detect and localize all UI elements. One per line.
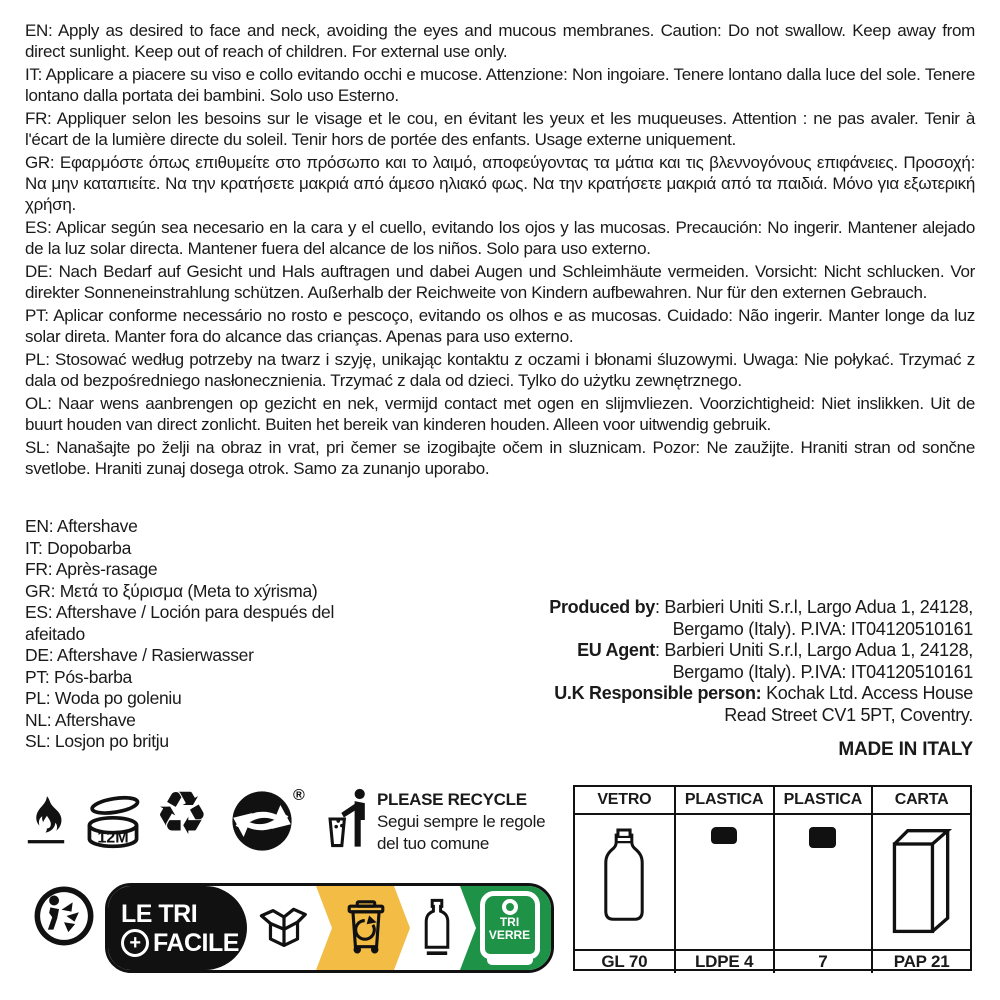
- material-header: PLASTICA: [773, 787, 872, 815]
- producer-label: Produced by: [549, 597, 655, 617]
- tri-verre-jar-icon: [480, 891, 540, 959]
- directions-paragraph-pl: PL: Stosować według potrzeby na twarz i szyję, unikając kontaktu z oczami i błonami śluzowymi. Uwaga: Nie połykać. Trzymać z dala od bezpośredniego nasłonecznienia. Trzymać z dala od dzieci. Tylko do użytku zewnętrznego.: [25, 350, 975, 390]
- tri-verre-ring-icon: [502, 899, 518, 915]
- product-name-item: DE: Aftershave / Rasierwasser: [25, 645, 254, 665]
- directions-paragraph-sl: SL: Nanašajte po želji na obraz in vrat, pri čemer se izogibajte očem in sluznicam. Pozor: Ne zaužijte. Hraniti stran od sončne svetlobe. Hraniti zunaj dosega otrok. Samo za zunanjo uporabo.: [25, 438, 975, 478]
- producer-label: EU Agent: [577, 640, 655, 660]
- made-in-italy-label: MADE IN ITALY: [838, 739, 973, 760]
- directions-paragraph-gr: GR: Εφαρμόστε όπως επιθυμείτε στο πρόσωπο και το λαιμό, αποφεύγοντας τα μάτια και τις βλεννογόνους επιφάνειες. Προσοχή: Να μην καταπιείτε. Να την κρατήσετε μακριά από άμεσο ηλιακό φως. Να την κρατήσετε μακριά από τα παιδιά. Μόνο για εξωτερική χρήση.: [25, 153, 975, 214]
- tri-verre-text2: VERRE: [488, 928, 531, 942]
- product-name-item: ES: Aftershave / Loción para después del afeitado: [25, 602, 335, 644]
- materials-table: [573, 785, 972, 971]
- directions-paragraph-it: IT: Applicare a piacere su viso e collo evitando occhi e mucose. Attenzione: Non ingoiare. Tenere lontano dalla luce del sole. Tenere lontano dalla portata dei bambini. Solo uso Esterno.: [25, 65, 975, 105]
- producer-line: [533, 662, 973, 684]
- material-header: VETRO: [575, 787, 674, 815]
- producer-text: : Barbieri Uniti S.r.l, Largo Adua 1, 24128,: [655, 597, 973, 617]
- producer-text: : Barbieri Uniti S.r.l, Largo Adua 1, 24128,: [655, 640, 973, 660]
- directions-paragraph-fr: FR: Appliquer selon les besoins sur le visage et le cou, en évitant les yeux et les muqueuses. Attention : ne pas avaler. Tenir à l'écart de la lumière directe du soleil. Tenir hors de portée des enfants. Usage externe uniquement.: [25, 109, 975, 149]
- product-name-item: SL: Losjon po britju: [25, 731, 169, 751]
- material-code: LDPE 4: [674, 949, 773, 973]
- recycling-mobius-icon: ♻: [155, 779, 209, 849]
- directions-paragraph-es: ES: Aplicar según sea necesario en la cara y el cuello, evitando los ojos y las mucosas. Precaución: No ingerir. Mantener alejado de la luz solar directa. Mantener fuera del alcance de los niños. Solo para uso externo.: [25, 218, 975, 258]
- pao-months-text: 12M: [97, 828, 129, 847]
- product-name-item: PL: Woda po goleniu: [25, 688, 182, 708]
- flammable-icon: [25, 787, 67, 858]
- open-box-icon: [255, 899, 313, 957]
- recycle-note: [377, 789, 547, 855]
- material-code: GL 70: [575, 949, 674, 973]
- product-name-item: NL: Aftershave: [25, 709, 136, 730]
- symbols-row: [25, 779, 555, 880]
- registered-trademark-icon: ®: [293, 787, 305, 804]
- product-name-item: GR: Μετά το ξύρισμα (Meta to xýrisma): [25, 580, 318, 601]
- producer-line: [533, 705, 973, 727]
- plus-icon: +: [121, 929, 149, 957]
- carton-box-icon: [871, 815, 970, 949]
- producer-line: [533, 597, 973, 619]
- tri-verre-logo: [480, 891, 540, 965]
- pao-12m-icon: [82, 795, 144, 858]
- product-name-item: EN: Aftershave: [25, 516, 138, 536]
- plastic-cap-shape: [809, 827, 836, 848]
- material-code: PAP 21: [871, 949, 970, 973]
- tri-verre-base: [487, 958, 533, 965]
- plastic-cap-icon: [773, 815, 872, 949]
- glass-bottle-icon: [575, 815, 674, 949]
- producer-line: [533, 619, 973, 641]
- tri-verre-text1: TRI: [499, 915, 520, 929]
- producer-text: Read Street CV1 5PT, Coventry.: [724, 704, 973, 725]
- producer-line: [533, 640, 973, 662]
- banner-line1: LE TRI: [121, 900, 198, 928]
- directions-paragraph-ol: OL: Naar wens aanbrengen op gezicht en nek, vermijd contact met ogen en slijmvliezen. Voorzichtigheid: Niet inslikken. Uit de buurt houden van direct zonlicht. Buiten het bereik van kinderen houden. Alleen voor uitwendig gebruik.: [25, 394, 975, 434]
- tri-facile-banner: [105, 883, 554, 973]
- plastic-cap-icon: [674, 815, 773, 949]
- plastic-cap-shape: [711, 827, 737, 844]
- green-dot-icon: [230, 789, 294, 858]
- producer-line: [533, 683, 973, 705]
- directions-paragraph-pt: PT: Aplicar conforme necessário no rosto e pescoço, evitando os olhos e as mucosas. Cuidado: Não ingerir. Manter longe da luz solar direta. Manter fora do alcance das crianças. Apenas para uso externo.: [25, 306, 975, 346]
- triman-icon: [33, 885, 95, 952]
- recycle-note-subtitle: Segui sempre le regole: [377, 812, 546, 831]
- product-names-list: [25, 516, 355, 753]
- producer-info: [533, 597, 973, 761]
- directions-paragraph-de: DE: Nach Bedarf auf Gesicht und Hals auftragen und dabei Augen und Schleimhäute vermeiden. Vorsicht: Nicht schlucken. Vor direkter Sonneneinstrahlung schützen. Außerhalb der Reichweite von Kindern aufbewahren. Nur für den externen Gebrauch.: [25, 262, 975, 302]
- bottle-icon: [419, 897, 455, 959]
- tidy-man-icon: [327, 787, 373, 856]
- material-code: 7: [773, 949, 872, 973]
- producer-text: Bergamo (Italy). P.IVA: IT04120510161: [672, 661, 973, 682]
- material-header: PLASTICA: [674, 787, 773, 815]
- directions-paragraph-en: EN: Apply as desired to face and neck, avoiding the eyes and mucous membranes. Caution: Do not swallow. Keep away from direct sunlight. Keep out of reach of children. For external use only.: [25, 21, 975, 61]
- recycle-note-subtitle: del tuo comune: [377, 834, 490, 853]
- product-name-item: PT: Pós-barba: [25, 666, 132, 687]
- product-name-item: FR: Après-rasage: [25, 559, 158, 579]
- producer-text: Bergamo (Italy). P.IVA: IT04120510161: [672, 618, 973, 639]
- producer-text: Kochak Ltd. Access House: [761, 683, 973, 703]
- banner-line2: [121, 928, 239, 958]
- le-tri-facile-label: [107, 886, 247, 970]
- recycle-note-title: PLEASE RECYCLE: [377, 790, 527, 809]
- banner-line2-text: FACILE: [153, 929, 239, 957]
- producer-label: U.K Responsible person:: [554, 683, 762, 703]
- material-header: CARTA: [871, 787, 970, 815]
- product-name-item: IT: Dopobarba: [25, 537, 132, 558]
- directions-section: [25, 20, 975, 481]
- wheelie-bin-icon: [338, 897, 394, 959]
